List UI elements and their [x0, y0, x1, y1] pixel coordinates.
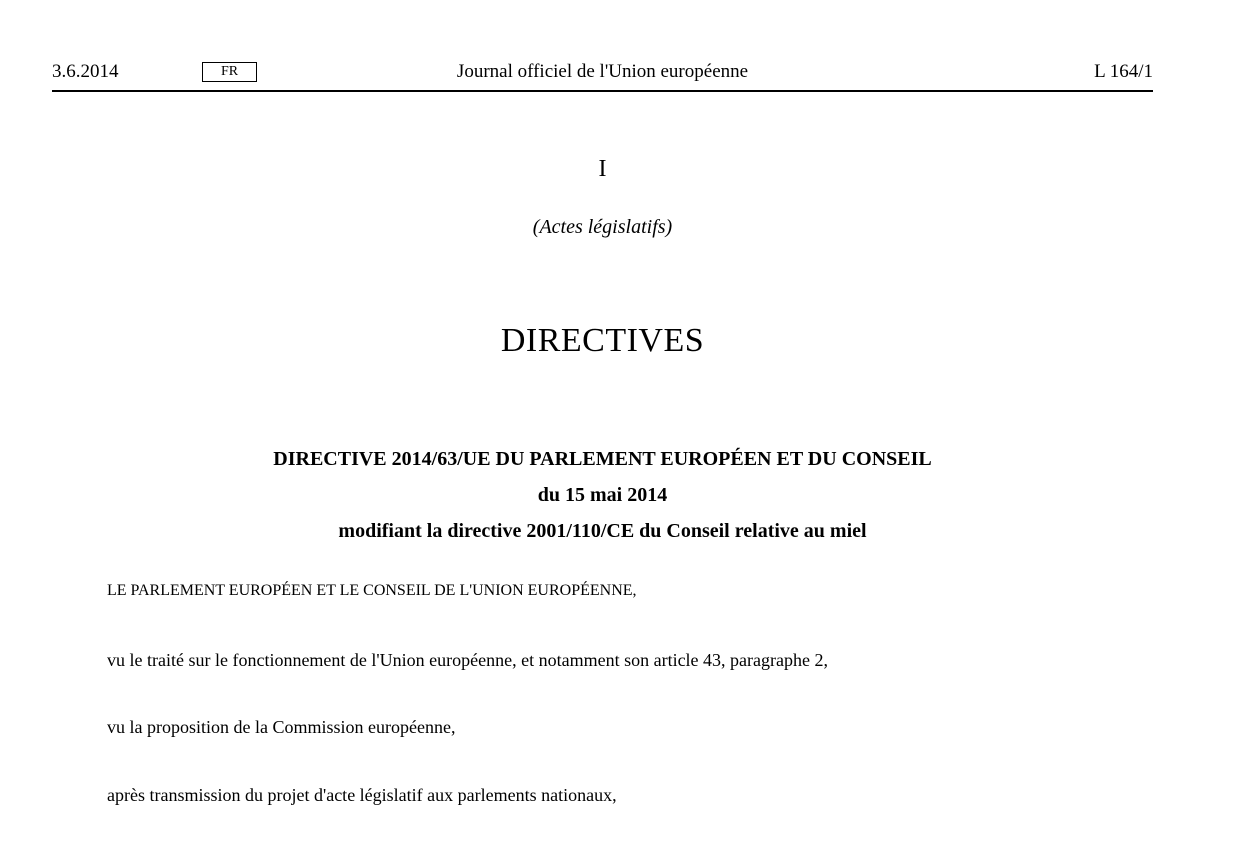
citation-transmission: après transmission du projet d'acte législatif aux parlements nationaux, — [107, 785, 617, 805]
directive-date-line: du 15 mai 2014 — [537, 484, 668, 506]
language-badge: FR — [202, 62, 257, 82]
publication-date: 3.6.2014 — [52, 61, 119, 82]
directive-title-line: DIRECTIVE 2014/63/UE DU PARLEMENT EUROPÉEN ET DU CONSEIL — [273, 448, 932, 470]
directive-subject-line: modifiant la directive 2001/110/CE du Conseil relative au miel — [338, 520, 867, 542]
page-header — [52, 58, 1153, 92]
journal-title: Journal officiel de l'Union européenne — [456, 61, 749, 82]
preamble: LE PARLEMENT EUROPÉEN ET LE CONSEIL DE L'UNION EUROPÉENNE, — [107, 582, 637, 599]
section-heading: DIRECTIVES — [500, 322, 705, 359]
page-reference: L 164/1 — [1094, 61, 1153, 82]
directive-title — [0, 444, 1205, 552]
citation-treaty: vu le traité sur le fonctionnement de l'Union européenne, et notamment son article 43, paragraphe 2, — [107, 650, 828, 670]
section-number: I — [598, 156, 607, 182]
section-subtitle: (Actes législatifs) — [532, 216, 673, 238]
citation-proposal: vu la proposition de la Commission européenne, — [107, 717, 456, 737]
